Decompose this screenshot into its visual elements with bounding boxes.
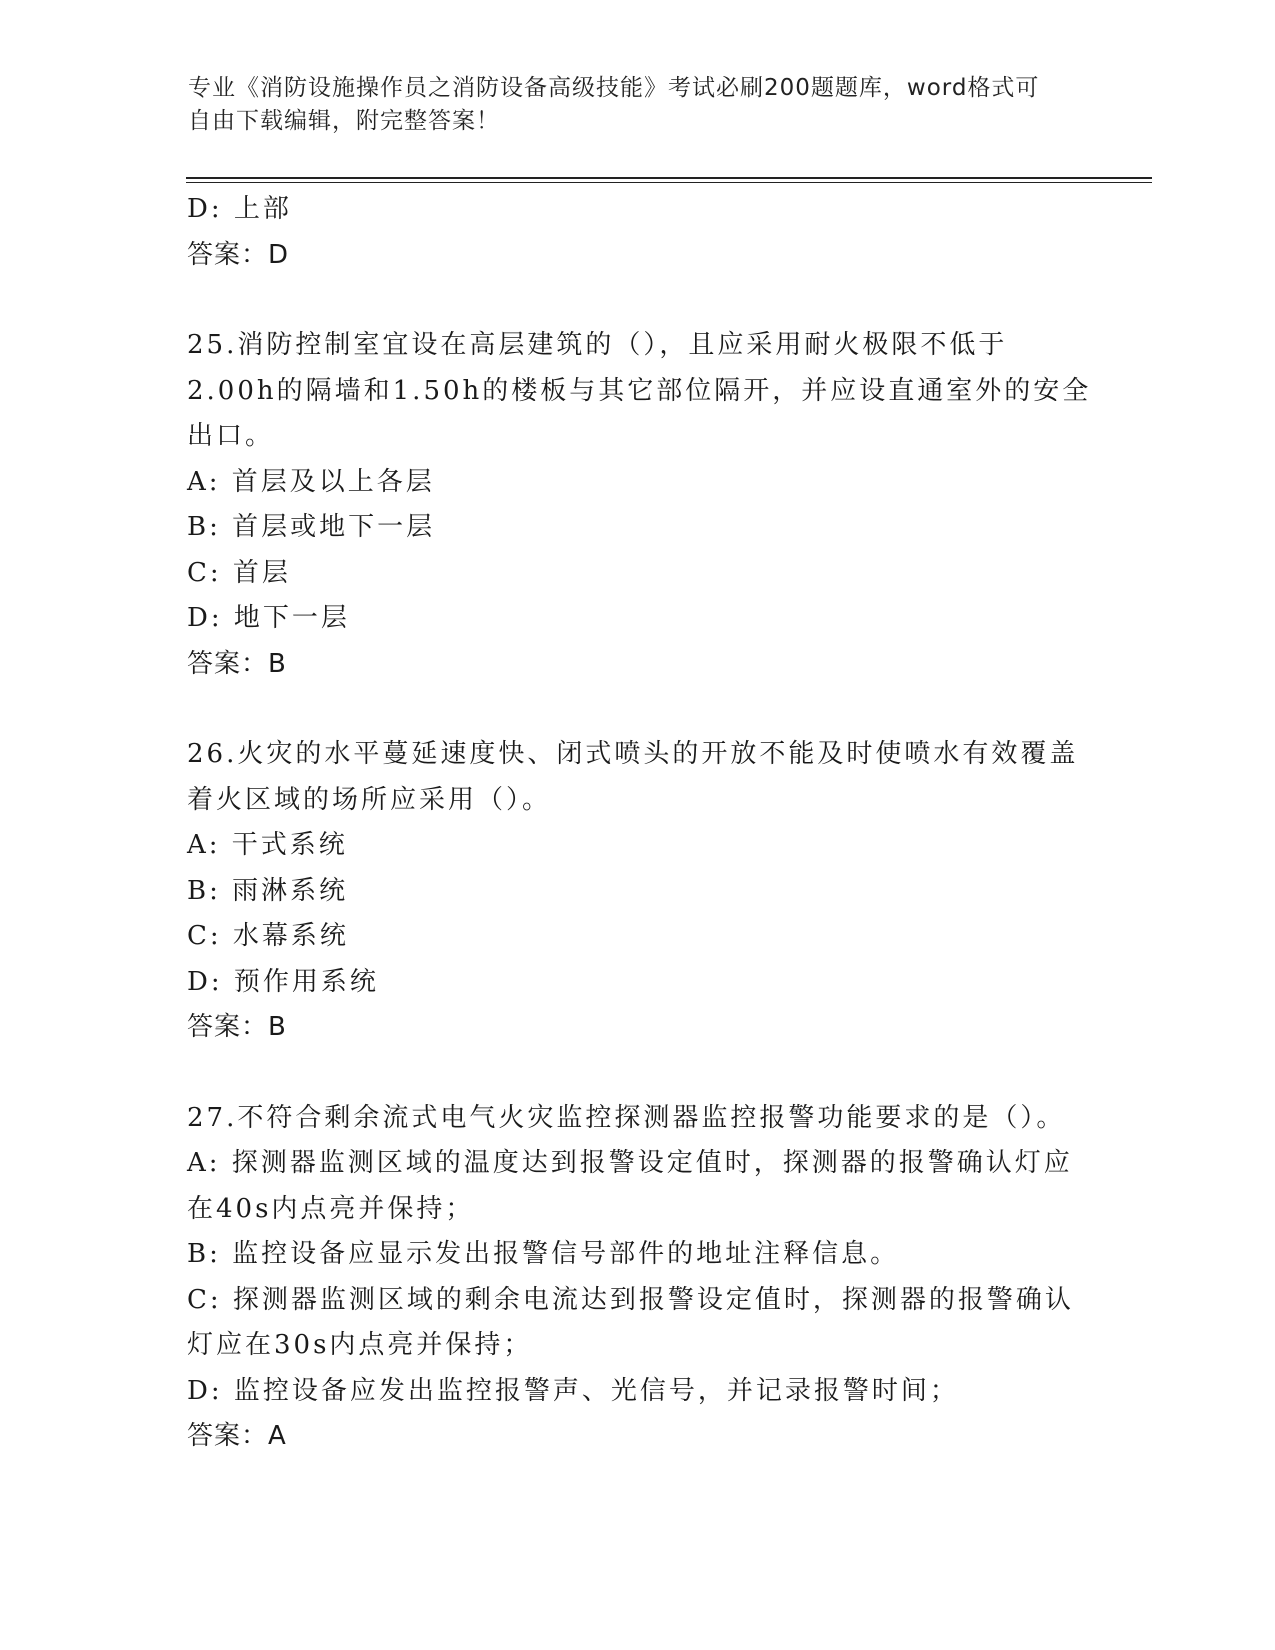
question-25 xyxy=(187,323,1092,687)
document-body xyxy=(187,187,1092,1460)
option-d: D: 地下一层 xyxy=(187,603,350,633)
option-a: A: 首层及以上各层 xyxy=(187,466,435,497)
option-b: B: 首层或地下一层 xyxy=(187,512,436,542)
page-header xyxy=(188,72,1088,138)
answer: 答案：A xyxy=(187,1421,287,1451)
question-stem-line: 2.00h的隔墙和1.50h的楼板与其它部位隔开，并应设直通室外的安全 xyxy=(187,375,1092,406)
question-stem-line: 出口。 xyxy=(187,421,275,451)
option-c: C: 探测器监测区域的剩余电流达到报警设定值时，探测器的报警确认 xyxy=(187,1284,1074,1315)
option-a: A: 探测器监测区域的温度达到报警设定值时，探测器的报警确认灯应 xyxy=(187,1148,1073,1178)
option-a: A: 干式系统 xyxy=(187,830,348,860)
spacer xyxy=(187,687,1087,732)
spacer xyxy=(187,1051,1087,1096)
question-stem-line: 27.不符合剩余流式电气火灾监控探测器监控报警功能要求的是（）。 xyxy=(187,1102,1066,1133)
answer: 答案：B xyxy=(187,648,287,679)
header-rule-thick xyxy=(186,177,1152,179)
question-26 xyxy=(187,732,1087,1051)
option-b: B: 雨淋系统 xyxy=(187,875,349,906)
header-rule-thin xyxy=(186,182,1152,183)
header-line-1: 专业《消防设施操作员之消防设备高级技能》考试必刷200题题库，word格式可 xyxy=(188,75,1040,101)
option-d: D: 上部 xyxy=(187,194,292,224)
answer: 答案：B xyxy=(187,1012,287,1042)
option-a-cont: 在40s内点亮并保持； xyxy=(187,1193,475,1224)
option-b: B: 监控设备应显示发出报警信号部件的地址注释信息。 xyxy=(187,1239,900,1269)
option-d: D: 预作用系统 xyxy=(187,966,379,997)
answer: 答案：D xyxy=(187,239,290,270)
option-c: C: 水幕系统 xyxy=(187,921,349,951)
question-stem-line: 26.火灾的水平蔓延速度快、闭式喷头的开放不能及时使喷水有效覆盖 xyxy=(187,739,1079,769)
option-c-cont: 灯应在30s内点亮并保持； xyxy=(187,1330,533,1360)
option-d: D: 监控设备应发出监控报警声、光信号，并记录报警时间； xyxy=(187,1375,959,1406)
question-stem-line: 着火区域的场所应采用（）。 xyxy=(187,784,552,815)
option-c: C: 首层 xyxy=(187,557,291,588)
question-27 xyxy=(187,1096,1087,1460)
header-line-2: 自由下载编辑，附完整答案！ xyxy=(188,108,500,134)
question-stem-line: 25.消防控制室宜设在高层建筑的（），且应采用耐火极限不低于 xyxy=(187,330,1008,360)
spacer xyxy=(187,278,1087,323)
